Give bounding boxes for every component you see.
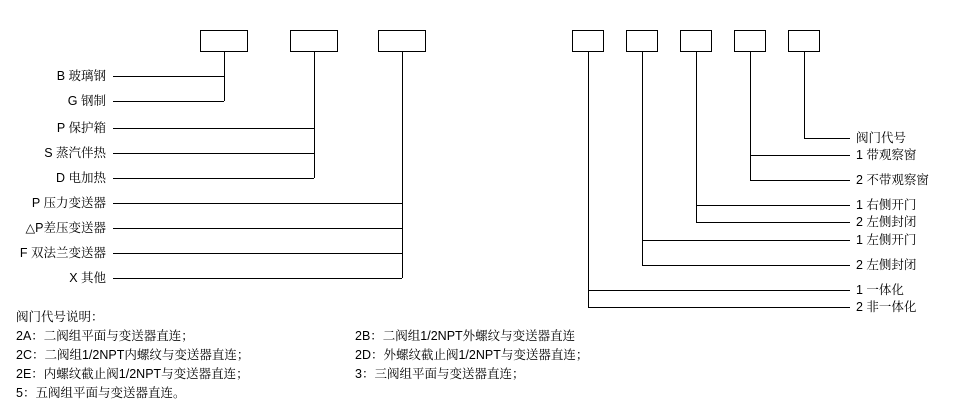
right-vline-4 bbox=[750, 52, 751, 155]
right-leader-1 bbox=[804, 138, 850, 139]
left-leader-9 bbox=[113, 278, 402, 279]
right-label-9: 2 非一体化 bbox=[856, 300, 917, 314]
notes-right-line-2: 2D：外螺纹截止阀1/2NPT与变送器直连； bbox=[355, 348, 589, 362]
right-leader-6 bbox=[642, 240, 850, 241]
right-label-3: 2 不带观察窗 bbox=[856, 173, 929, 187]
right-label-4: 1 右侧开门 bbox=[856, 198, 917, 212]
left-leader-7 bbox=[113, 228, 402, 229]
left-leader-3 bbox=[113, 128, 314, 129]
left-leader-6 bbox=[113, 203, 402, 204]
right-box-3 bbox=[680, 30, 712, 52]
right-vline-2 bbox=[642, 52, 643, 240]
notes-right-line-1: 2B：二阀组1/2NPT外螺纹与变送器直连 bbox=[355, 329, 576, 343]
right-connector-9 bbox=[588, 290, 589, 307]
left-box-3 bbox=[378, 30, 426, 52]
left-vline-3 bbox=[402, 52, 403, 278]
left-label-4: S 蒸汽伴热 bbox=[44, 146, 106, 160]
left-leader-8 bbox=[113, 253, 402, 254]
notes-title: 阀门代号说明： bbox=[16, 310, 104, 324]
right-vline-5 bbox=[804, 52, 805, 138]
notes-left-line-4: 5：五阀组平面与变送器直连。 bbox=[16, 386, 186, 400]
right-box-4 bbox=[734, 30, 766, 52]
left-connector-1 bbox=[224, 76, 225, 101]
right-connector-7 bbox=[642, 240, 643, 265]
left-label-5: D 电加热 bbox=[55, 171, 106, 185]
right-box-5 bbox=[788, 30, 820, 52]
right-leader-5 bbox=[696, 222, 850, 223]
right-label-1: 阀门代号 bbox=[856, 131, 907, 145]
left-vline-1 bbox=[224, 52, 225, 76]
right-connector-5 bbox=[696, 205, 697, 222]
right-leader-2 bbox=[750, 155, 850, 156]
right-label-2: 1 带观察窗 bbox=[856, 148, 917, 162]
left-label-6: P 压力变送器 bbox=[31, 196, 106, 210]
notes-left-line-1: 2A：二阀组平面与变送器直连； bbox=[16, 329, 194, 343]
left-leader-4 bbox=[113, 153, 314, 154]
left-leader-1 bbox=[113, 76, 224, 77]
left-leader-2 bbox=[113, 101, 224, 102]
left-leader-5 bbox=[113, 178, 314, 179]
right-leader-8 bbox=[588, 290, 850, 291]
left-label-8: F 双法兰变送器 bbox=[19, 246, 106, 260]
right-leader-9 bbox=[588, 307, 850, 308]
left-label-7: △P差压变送器 bbox=[25, 221, 106, 235]
right-leader-7 bbox=[642, 265, 850, 266]
notes-left-line-3: 2E：内螺纹截止阀1/2NPT与变送器直连； bbox=[16, 367, 249, 381]
notes-left-line-2: 2C：二阀组1/2NPT内螺纹与变送器直连； bbox=[16, 348, 250, 362]
left-label-1: B 玻璃钢 bbox=[56, 69, 106, 83]
right-connector-3 bbox=[750, 155, 751, 180]
right-leader-4 bbox=[696, 205, 850, 206]
right-leader-3 bbox=[750, 180, 850, 181]
right-box-1 bbox=[572, 30, 604, 52]
right-label-5: 2 左侧封闭 bbox=[856, 215, 917, 229]
left-box-1 bbox=[200, 30, 248, 52]
left-label-2: G 钢制 bbox=[67, 94, 106, 108]
left-label-3: P 保护箱 bbox=[56, 121, 106, 135]
notes-right-line-3: 3：三阀组平面与变送器直连； bbox=[355, 367, 525, 381]
right-label-8: 1 一体化 bbox=[856, 283, 904, 297]
right-label-7: 2 左侧封闭 bbox=[856, 258, 917, 272]
right-vline-1 bbox=[588, 52, 589, 290]
left-box-2 bbox=[290, 30, 338, 52]
left-label-9: X 其他 bbox=[69, 271, 106, 285]
right-box-2 bbox=[626, 30, 658, 52]
right-vline-3 bbox=[696, 52, 697, 205]
right-label-6: 1 左侧开门 bbox=[856, 233, 917, 247]
left-vline-2 bbox=[314, 52, 315, 178]
